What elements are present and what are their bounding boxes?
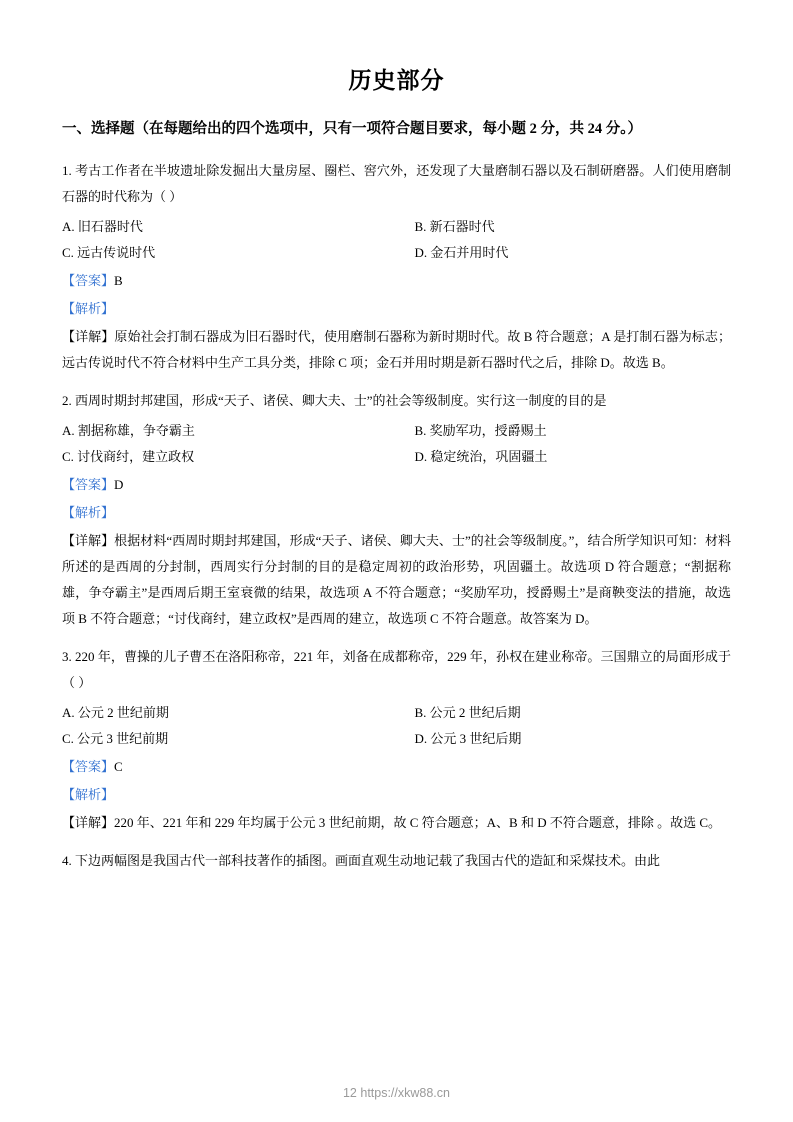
- answer-value: D: [114, 476, 124, 492]
- analysis-tag: 【解析】: [62, 786, 115, 802]
- option-d[interactable]: D. 金石并用时代: [414, 244, 509, 260]
- option-d[interactable]: D. 稳定统治，巩固疆土: [414, 448, 548, 464]
- option-b[interactable]: B. 新石器时代: [414, 218, 495, 234]
- analysis-line: [62, 500, 731, 526]
- option-a[interactable]: A. 旧石器时代: [62, 218, 143, 234]
- option-list: [62, 214, 731, 266]
- detail-text: 【详解】根据材料“西周时期封邦建国，形成“天子、诸侯、卿大夫、士”的社会等级制度。”，结合所学知识可知：材料所述的是西周的分封制，西周实行分封制的目的是稳定周初的政治形势，巩固疆土。故选项 D 符合题意；“割据称雄，争夺霸主”是西周后期王室衰微的结果，故选项 A 不符合题意；“奖励军功，授爵赐土”是商鞅变法的措施，故选项 B 不符合题意；“讨伐商纣，建立政权”是西周的建立，故选项 C 不符合题意。故答案为 D。: [62, 532, 731, 626]
- section-heading: 一、选择题（在每题给出的四个选项中，只有一项符合题目要求，每小题 2 分，共 24 分。）: [62, 121, 642, 137]
- option-list: [62, 418, 731, 470]
- detail-text: 【详解】原始社会打制石器成为旧石器时代，使用磨制石器称为新时期时代。故 B 符合题意；A 是打制石器为标志；远古传说时代不符合材料中生产工具分类，排除 C 项；金石并用时期是新石器时代之后，排除 D。故选 B。: [62, 328, 731, 370]
- answer-line: [62, 754, 731, 780]
- page-title: 历史部分: [348, 68, 445, 93]
- question-block: [62, 158, 731, 376]
- option-c[interactable]: C. 远古传说时代: [62, 244, 156, 260]
- answer-tag: 【答案】: [62, 272, 115, 288]
- analysis-tag: 【解析】: [62, 300, 115, 316]
- question-stem: 1. 考古工作者在半坡遗址除发掘出大量房屋、圈栏、窖穴外，还发现了大量磨制石器以及石制研磨器。人们使用磨制石器的时代称为（ ）: [62, 162, 731, 204]
- question-stem: 2. 西周时期封邦建国，形成“天子、诸侯、卿大夫、士”的社会等级制度。实行这一制度的目的是: [62, 392, 607, 408]
- question-block: [62, 644, 731, 836]
- option-d[interactable]: D. 公元 3 世纪后期: [414, 730, 522, 746]
- option-b[interactable]: B. 奖励军功，授爵赐土: [414, 422, 547, 438]
- option-c[interactable]: C. 讨伐商纣，建立政权: [62, 448, 195, 464]
- option-a[interactable]: A. 公元 2 世纪前期: [62, 704, 169, 720]
- question-block: [62, 848, 731, 874]
- answer-tag: 【答案】: [62, 476, 115, 492]
- analysis-line: [62, 782, 731, 808]
- answer-value: C: [114, 758, 123, 774]
- question-stem: 3. 220 年，曹操的儿子曹丕在洛阳称帝，221 年，刘备在成都称帝，229 年，孙权在建业称帝。三国鼎立的局面形成于（ ）: [62, 648, 731, 690]
- page-footer: 12 https://xkw88.cn: [342, 1086, 450, 1100]
- option-c[interactable]: C. 公元 3 世纪前期: [62, 730, 169, 746]
- option-list: [62, 700, 731, 752]
- answer-line: [62, 268, 731, 294]
- option-a[interactable]: A. 割据称雄，争夺霸主: [62, 422, 195, 438]
- detail-text: 【详解】220 年、221 年和 229 年均属于公元 3 世纪前期，故 C 符合题意；A、B 和 D 不符合题意，排除 。故选 C。: [62, 814, 722, 830]
- analysis-tag: 【解析】: [62, 504, 115, 520]
- question-block: [62, 388, 731, 632]
- answer-line: [62, 472, 731, 498]
- answer-tag: 【答案】: [62, 758, 115, 774]
- answer-value: B: [114, 272, 123, 288]
- question-stem: 4. 下边两幅图是我国古代一部科技著作的插图。画面直观生动地记载了我国古代的造缸和采煤技术。由此: [62, 852, 661, 868]
- analysis-line: [62, 296, 731, 322]
- option-b[interactable]: B. 公元 2 世纪后期: [414, 704, 521, 720]
